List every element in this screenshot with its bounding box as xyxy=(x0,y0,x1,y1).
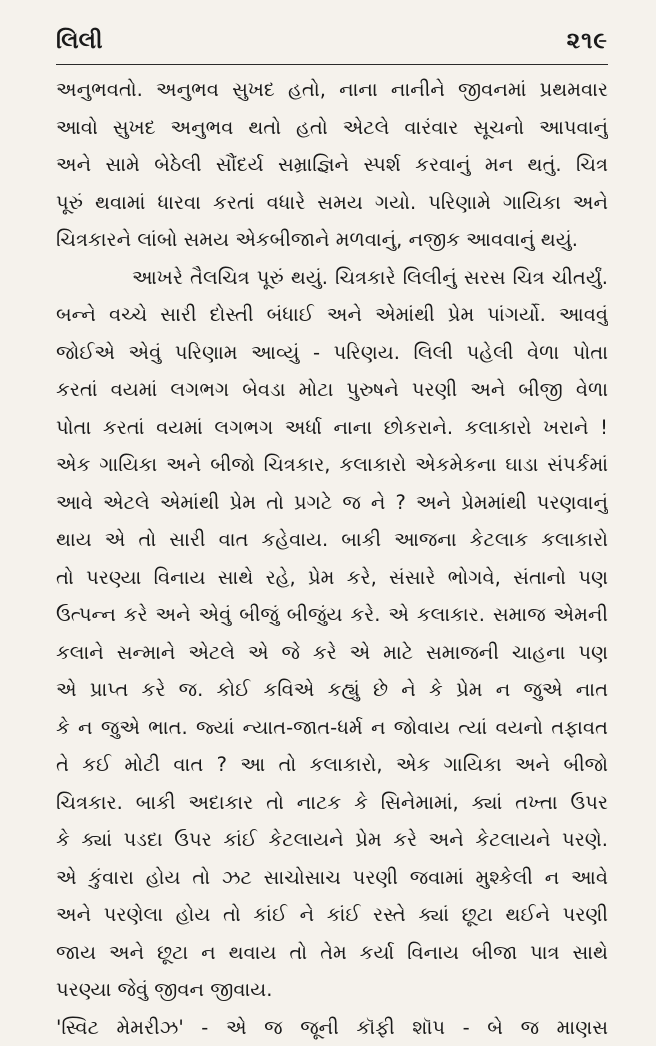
text-line: અને પરણેલા હોય તો કાંઈ ને કાંઈ રસ્તે ક્યાં છૂટા થઈને પરણી xyxy=(56,896,608,934)
text-line: અને સામે બેઠેલી સૌંદર્ય સમ્રાજ્ઞિને સ્પર્શ કરવાનું મન થતું. ચિત્ર xyxy=(56,146,608,184)
text-line: કરતાં વયમાં લગભગ બેવડા મોટા પુરુષને પરણી અને બીજી વેળા xyxy=(56,371,608,409)
text-line: કલાને સન્માને એટલે એ જે કરે એ માટે સમાજની ચાહના પણ xyxy=(56,634,608,672)
text-line: ઉત્પન્ન કરે અને એવું બીજું બીજુંય કરે. એ કલાકાર. સમાજ એમની xyxy=(56,596,608,634)
text-line: પોતા કરતાં વયમાં લગભગ અર્ધા નાના છોકરાને. કલાકારો ખરાને ! xyxy=(56,409,608,447)
text-line: એ કુંવારા હોય તો ઝટ સાચોસાચ પરણી જવામાં મુશ્કેલી ન આવે xyxy=(56,859,608,897)
text-line: બન્ને વચ્ચે સારી દોસ્તી બંધાઈ અને એમાંથી પ્રેમ પાંગર્યો. આવવું xyxy=(56,296,608,334)
page-number: ૨૧૯ xyxy=(567,28,608,54)
body-text xyxy=(56,71,608,1046)
text-line: એક ગાયિકા અને બીજો ચિત્રકાર, કલાકારો એકમેકના ઘાડા સંપર્કમાં xyxy=(56,446,608,484)
chapter-title: લિલી xyxy=(56,28,103,54)
text-line: એ પ્રાપ્ત કરે જ. કોઈ કવિએ કહ્યું છે ને કે પ્રેમ ન જુએ નાત xyxy=(56,671,608,709)
text-line: આખરે તૈલચિત્ર પૂરું થયું. ચિત્રકારે લિલીનું સરસ ચિત્ર ચીતર્યું. xyxy=(56,259,608,297)
text-line: 'સ્વિટ મેમરીઝ' - એ જ જૂની કૉફી શૉપ - બે જ માણસ xyxy=(56,1009,608,1046)
text-line: જાય અને છૂટા ન થવાય તો તેમ કર્યા વિનાય બીજા પાત્ર સાથે xyxy=(56,934,608,972)
text-line: ચિત્રકાર. બાકી અદાકાર તો નાટક કે સિનેમામાં, ક્યાં તખ્તા ઉપર xyxy=(56,784,608,822)
text-line: પૂરું થવામાં ધારવા કરતાં વધારે સમય ગયો. પરિણામે ગાયિકા અને xyxy=(56,184,608,222)
text-line: થાય એ તો સારી વાત કહેવાય. બાકી આજના કેટલાક કલાકારો xyxy=(56,521,608,559)
text-line: અનુભવતો. અનુભવ સુખદ હતો, નાના નાનીને જીવનમાં પ્રથમવાર xyxy=(56,71,608,109)
text-line: જોઈએ એવું પરિણામ આવ્યું - પરિણય. લિલી પહેલી વેળા પોતા xyxy=(56,334,608,372)
text-line: તો પરણ્યા વિનાય સાથે રહે, પ્રેમ કરે, સંસારે ભોગવે, સંતાનો પણ xyxy=(56,559,608,597)
text-line: ચિત્રકારને લાંબો સમય એકબીજાને મળવાનું, નજીક આવવાનું થયું. xyxy=(56,221,608,259)
text-line: પરણ્યા જેવું જીવન જીવાય. xyxy=(56,971,608,1009)
text-line: કે ક્યાં પડદા ઉપર કાંઈ કેટલાયને પ્રેમ કરે અને કેટલાયને પરણે. xyxy=(56,821,608,859)
page-header xyxy=(56,28,608,65)
text-line: આવે એટલે એમાંથી પ્રેમ તો પ્રગટે જ ને ? અને પ્રેમમાંથી પરણવાનું xyxy=(56,484,608,522)
text-line: આવો સુખદ અનુભવ થતો હતો એટલે વારંવાર સૂચનો આપવાનું xyxy=(56,109,608,147)
text-line: કે ન જુએ ભાત. જ્યાં ન્યાત-જાત-ધર્મ ન જોવાય ત્યાં વયનો તફાવત xyxy=(56,709,608,747)
text-line: તે કઈ મોટી વાત ? આ તો કલાકારો, એક ગાયિકા અને બીજો xyxy=(56,746,608,784)
